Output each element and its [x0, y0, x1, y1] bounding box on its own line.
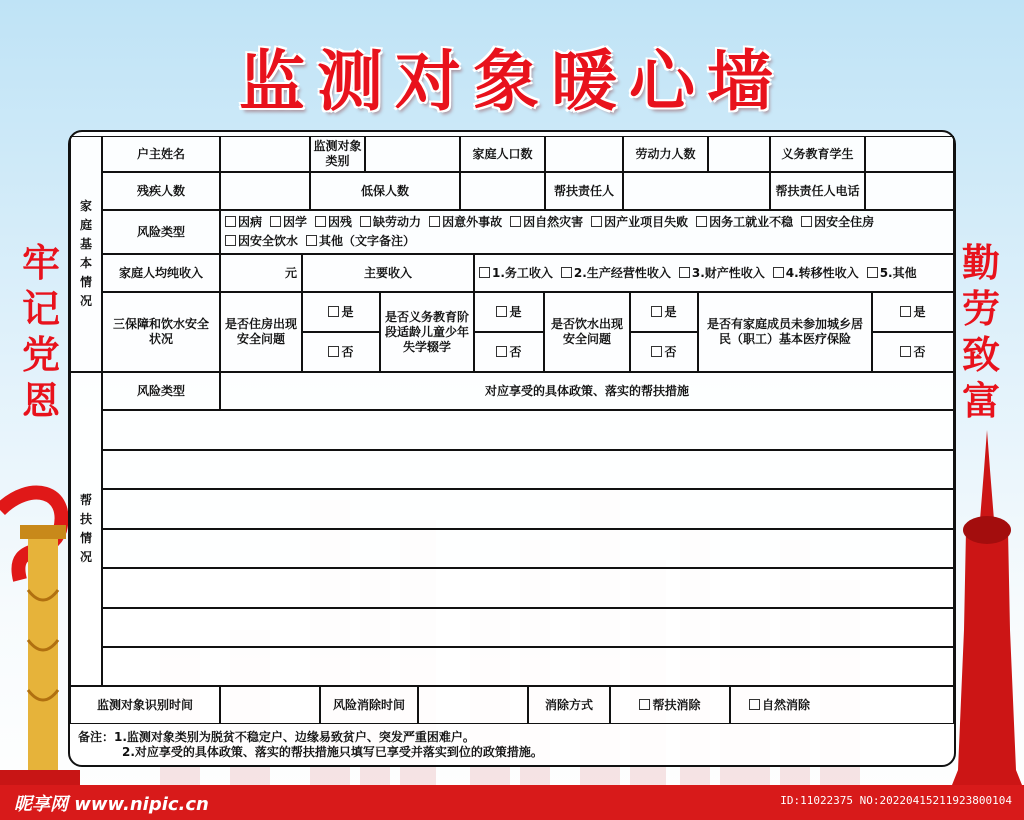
checkbox-icon: [900, 346, 911, 357]
label-helper: 帮扶责任人: [545, 172, 623, 210]
help-row[interactable]: [102, 450, 954, 490]
label-category: 监测对象类别: [310, 136, 365, 172]
slogan-left: 牢 记 党 恩: [21, 240, 60, 423]
label-head-name: 户主姓名: [102, 136, 220, 172]
label-main-income: 主要收入: [302, 254, 474, 292]
label-income: 家庭人均纯收入: [102, 254, 220, 292]
checkbox-icon: [496, 306, 507, 317]
checkbox-icon: [270, 216, 281, 227]
unit-yuan: 元: [284, 265, 297, 280]
medical-yes[interactable]: 是: [872, 292, 954, 332]
field-students[interactable]: [865, 136, 954, 172]
checkbox-icon: [510, 216, 521, 227]
site-logo[interactable]: 昵享网 www.nipic.cn: [14, 794, 209, 815]
checkbox-icon: [496, 346, 507, 357]
option-disability[interactable]: 因残: [315, 214, 352, 231]
page-title: 监测对象暖心墙: [239, 42, 785, 120]
checkbox-icon: [479, 267, 490, 278]
checkbox-icon: [639, 699, 650, 710]
housing-yes[interactable]: 是: [302, 292, 380, 332]
section-help-label: 帮 扶 情 况: [70, 372, 102, 686]
option-other-income[interactable]: 5.其他: [867, 265, 917, 282]
housing-no[interactable]: 否: [302, 332, 380, 372]
option-help-eliminate[interactable]: 帮扶消除: [610, 686, 730, 724]
option-disaster[interactable]: 因自然灾害: [510, 214, 583, 231]
field-dibao[interactable]: [460, 172, 545, 210]
field-population[interactable]: [545, 136, 623, 172]
checkbox-icon: [696, 216, 707, 227]
option-business-income[interactable]: 2.生产经营性收入: [561, 265, 671, 282]
footer-bar: [0, 785, 1024, 820]
checkbox-icon: [306, 235, 317, 246]
label-students: 义务教育学生: [770, 136, 865, 172]
checkbox-icon: [749, 699, 760, 710]
field-head-name[interactable]: [220, 136, 310, 172]
label-population: 家庭人口数: [460, 136, 545, 172]
field-helper-phone[interactable]: [865, 172, 954, 210]
field-disabled[interactable]: [220, 172, 310, 210]
field-identify-time[interactable]: [220, 686, 320, 724]
income-options: [474, 254, 954, 292]
help-row[interactable]: [102, 608, 954, 648]
info-board: [68, 130, 956, 767]
label-security-status: 三保障和饮水安全状况: [102, 292, 220, 372]
option-water[interactable]: 因安全饮水: [225, 233, 298, 250]
label-method: 消除方式: [528, 686, 610, 724]
help-col-risk: 风险类型: [102, 372, 220, 410]
option-transfer-income[interactable]: 4.转移性收入: [773, 265, 859, 282]
help-row[interactable]: [102, 410, 954, 450]
help-row[interactable]: [102, 529, 954, 569]
help-row[interactable]: [102, 647, 954, 686]
label-risk-type: 风险类型: [102, 210, 220, 254]
question-housing: 是否住房出现安全问题: [220, 292, 302, 372]
option-job-unstable[interactable]: 因务工就业不稳: [696, 214, 793, 231]
label-dibao: 低保人数: [310, 172, 460, 210]
question-water: 是否饮水出现安全问题: [544, 292, 630, 372]
option-accident[interactable]: 因意外事故: [429, 214, 502, 231]
field-labor[interactable]: [708, 136, 770, 172]
label-disabled: 残疾人数: [102, 172, 220, 210]
checkbox-icon: [328, 346, 339, 357]
question-medical: 是否有家庭成员未参加城乡居民（职工）基本医疗保险: [698, 292, 872, 372]
label-eliminate-time: 风险消除时间: [320, 686, 418, 724]
label-helper-phone: 帮扶责任人电话: [770, 172, 865, 210]
help-row[interactable]: [102, 489, 954, 529]
checkbox-icon: [328, 306, 339, 317]
slogan-right: 勤 劳 致 富: [961, 240, 1000, 423]
option-lack-labor[interactable]: 缺劳动力: [360, 214, 421, 231]
option-property-income[interactable]: 3.财产性收入: [679, 265, 765, 282]
checkbox-icon: [651, 346, 662, 357]
help-row[interactable]: [102, 568, 954, 608]
checkbox-icon: [867, 267, 878, 278]
education-yes[interactable]: 是: [474, 292, 544, 332]
water-yes[interactable]: 是: [630, 292, 698, 332]
checkbox-icon: [225, 216, 236, 227]
field-eliminate-time[interactable]: [418, 686, 528, 724]
notes: 备注：1.监测对象类别为脱贫不稳定户、边缘易致贫户、突发严重困难户。 2.对应享受的具体政策、落实的帮扶措施只填写已享受并落实到位的政策措施。: [78, 730, 543, 759]
label-identify-time: 监测对象识别时间: [70, 686, 220, 724]
education-no[interactable]: 否: [474, 332, 544, 372]
checkbox-icon: [900, 306, 911, 317]
checkbox-icon: [591, 216, 602, 227]
help-col-policy: 对应享受的具体政策、落实的帮扶措施: [220, 372, 954, 410]
tower-silhouette-icon: [950, 430, 1024, 790]
checkbox-icon: [679, 267, 690, 278]
medical-no[interactable]: 否: [872, 332, 954, 372]
checkbox-icon: [429, 216, 440, 227]
field-category[interactable]: [365, 136, 460, 172]
risk-type-options: [220, 210, 954, 254]
checkbox-icon: [651, 306, 662, 317]
section-family-label: 家 庭 基 本 情 况: [70, 136, 102, 372]
option-housing[interactable]: 因安全住房: [801, 214, 874, 231]
label-labor: 劳动力人数: [623, 136, 708, 172]
option-natural-eliminate[interactable]: 自然消除: [730, 686, 954, 724]
field-helper[interactable]: [623, 172, 770, 210]
water-no[interactable]: 否: [630, 332, 698, 372]
option-sick[interactable]: 因病: [225, 214, 262, 231]
checkbox-icon: [561, 267, 572, 278]
checkbox-icon: [225, 235, 236, 246]
option-work-income[interactable]: 1.务工收入: [479, 265, 553, 282]
checkbox-icon: [360, 216, 371, 227]
option-study[interactable]: 因学: [270, 214, 307, 231]
option-project-fail[interactable]: 因产业项目失败: [591, 214, 688, 231]
question-education: 是否义务教育阶段适龄儿童少年失学辍学: [380, 292, 474, 372]
checkbox-icon: [773, 267, 784, 278]
image-id-text: ID:11022375 NO:20220415211923800104: [780, 794, 1012, 807]
checkbox-icon: [801, 216, 812, 227]
checkbox-icon: [315, 216, 326, 227]
field-income[interactable]: [220, 254, 302, 292]
option-other[interactable]: 其他（文字备注）: [306, 233, 415, 250]
